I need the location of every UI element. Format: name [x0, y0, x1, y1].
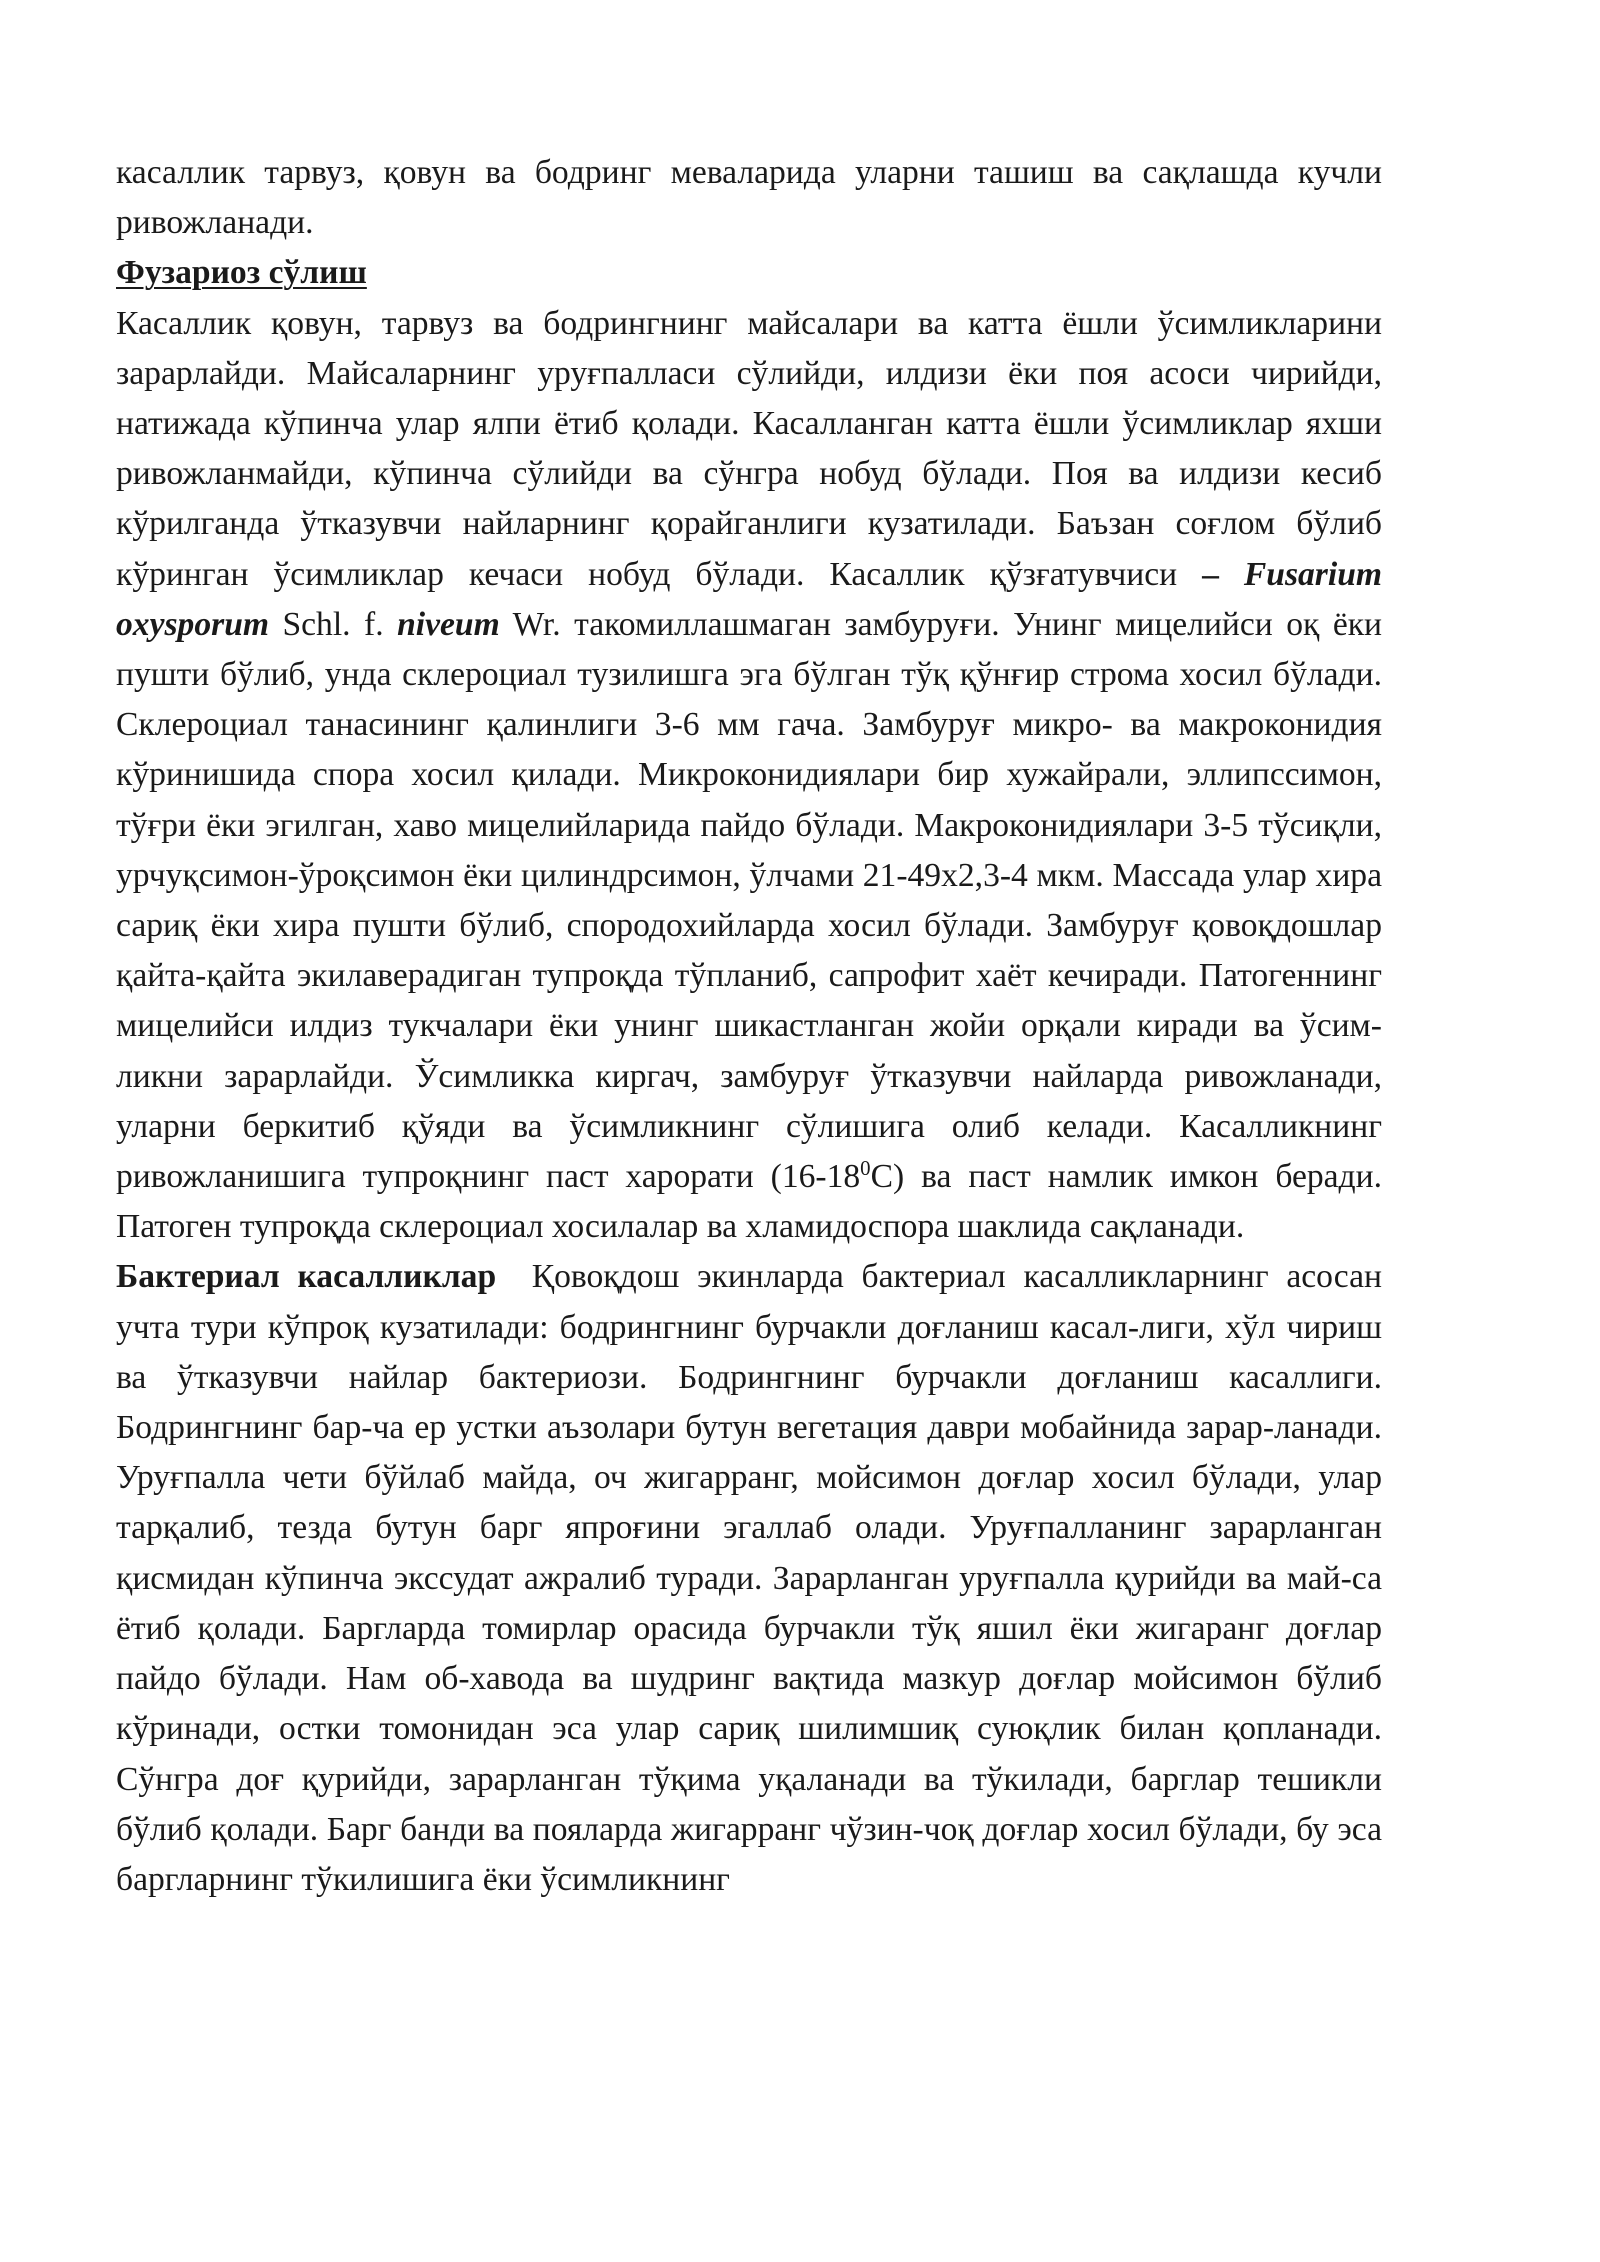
paragraph-text: Wr. такомиллашмаган замбуруғи. Унинг мицелийси оқ ёки пушти бўлиб, унда склероциал тузилишга эга бўлган тўқ қўнғир строма хосил бўлади. Склероциал танасининг қалинлиги 3-6 мм гача. Замбуруғ микро- ва макроконидия кўринишида спора хосил қилади. Микроконидиялари бир хужайрали, эллипссимон, тўғри ёки эгилган, хаво мицелийларида пайдо бўлади. Макроконидиялари 3-5 тўсиқли, урчуқсимон-ўроқсимон ёки цилиндрсимон, ўлчами 21-49x2,3-4 мкм. Массада улар хира сариқ ёки хира пушти бўлиб, спородохийларда хосил бўлади. Замбуруғ қовоқдошлар қайта-қайта экилаверадиган тупроқда тўпланиб, сапрофит хаёт кечиради. Патогеннинг мицелийси илдиз тукчалари ёки унинг шикастланган жойи орқали киради ва ўсим-ликни зарарлайди. Ўсимликка киргач, замбуруғ ўтказувчи найларда ривожланади, уларни беркитиб қўяди ва ўсимликнинг сўлишига олиб келади. Касалликнинг ривожланишига тупроқнинг паст харорати (16-18	[116, 605, 1383, 1196]
paragraph-text: Касаллик қовун, тарвуз ва бодрингнинг майсалари ва катта ёшли ўсимликларини зарарлайди. Майсаларнинг уруғпалласи сўлийди, илдизи ёки поя асоси чирийди, натижада кўпинча улар ялпи ётиб қолади. Касалланган катта ёшли ўсимликлар яхши ривожланмайди, кўпинча сўлийди ва сўнгра нобуд бўлади. Поя ва илдизи кесиб кўрилганда ўтказувчи найларнинг қорайганлиги кузатилади. Баъзан соғлом бўлиб кўринган ўсимликлар кечаси нобуд бўлади. Касаллик қўзғатувчиси	[116, 304, 1382, 593]
paragraph-bacterial	[116, 1252, 1391, 1905]
paragraph-text: С) ва паст намлик имкон беради. Патоген тупроқда склероциал хосилалар ва хламидоспора шаклида сақланади.	[116, 1158, 1382, 1246]
paragraph-intro: касаллик тарвуз, қовун ва бодринг меваларида уларни ташиш ва сақлашда кучли ривожланади.	[116, 154, 1382, 242]
section-heading-bacterial: Бактериал касалликлар	[116, 1258, 497, 1296]
paragraph-fusarium	[116, 299, 1382, 1253]
variety-name: niveum	[397, 605, 500, 643]
section-heading-fusarium	[116, 248, 1382, 298]
species-name: Fusarium oxysporum	[116, 555, 1382, 643]
paragraph-text: Қовоқдош экинларда бактериал касалликларнинг асосан учта тури кўпроқ кузатилади: бодрингнинг бурчакли доғланиш касал-лиги, хўл чириш ва ўтказувчи найлар бактериози. Бодрингнинг бурчакли доғланиш касаллиги. Бодрингнинг бар-ча ер устки аъзолари бутун вегетация даври мобайнида зарар-ланади. Уруғпалла чети бўйлаб майда, оч жигарранг, мойсимон доғлар хосил бўлади, улар тарқалиб, тезда бутун барг япроғини эгаллаб олади. Уруғпалланинг зарарланган қисмидан кўпинча экссудат ажралиб туради. Зарарланган уруғпалла қурийди ва май-са ётиб қолади. Баргларда томирлар орасида бурчакли тўқ яшил ёки жигаранг доғлар пайдо бўлади. Нам об-хавода ва шудринг вақтида мазкур доғлар мойсимон бўлиб кўринади, остки томонидан эса улар сариқ шилимшиқ суюқлик билан қопланади. Сўнгра доғ қурийди, зарарланган тўқима уқаланади ва тўкилади, барглар тешикли бўлиб қолади. Барг банди ва пояларда жигарранг чўзин-чоқ доғлар хосил бўлади, бу эса баргларнинг тўкилишига ёки ўсимликнинг	[116, 1258, 1391, 1898]
document-page	[116, 148, 1391, 1905]
paragraph-text: Schl. f.	[269, 605, 398, 643]
heading-text: Фузариоз сўлиш	[116, 254, 367, 292]
dash: –	[1177, 555, 1244, 593]
degree-superscript: 0	[860, 1155, 871, 1180]
